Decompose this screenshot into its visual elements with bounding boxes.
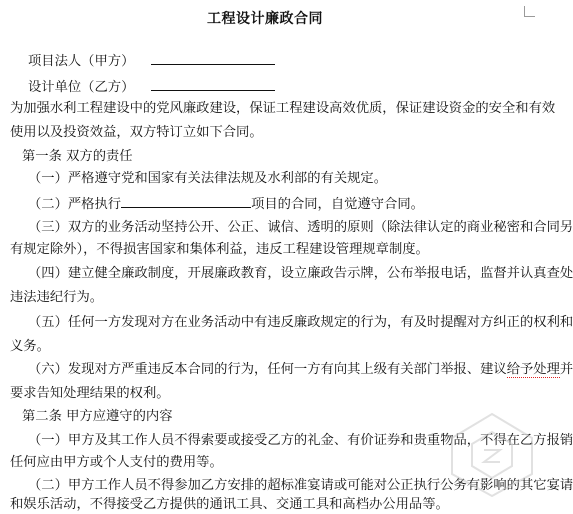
project-name-blank xyxy=(121,195,251,208)
article-1-heading: 第一条 双方的责任 xyxy=(22,149,133,164)
article-1-item-2-end: 项目的合同，自觉遵守合同。 xyxy=(251,197,424,212)
article-1-item-3-line-2: 有规定除外），不得损害国家和集体利益，违反工程建设管理规章制度。 xyxy=(10,242,429,257)
article-2-item-2-line-1: （二）甲方工作人员不得参加乙方安排的超标准宴请或可能对公正执行公务有影响的其它宴请 xyxy=(28,478,573,493)
zhulong-watermark-icon xyxy=(432,404,552,504)
article-1-item-6-tail: 并 xyxy=(559,362,573,377)
article-2-heading: 第二条 甲方应遵守的内容 xyxy=(22,409,173,424)
party-b-label: 设计单位（乙方） xyxy=(28,80,135,95)
article-2-item-1-line-1: （一）甲方及其工作人员不得索要或接受乙方的礼金、有价证券和贵重物品，不得在乙方报销 xyxy=(28,433,573,448)
article-2-item-1-line-2: 任何应由甲方或个人支付的费用等。 xyxy=(10,455,223,470)
intro-line-2: 使用以及投资效益，双方特订立如下合同。 xyxy=(10,125,263,140)
article-1-item-6-line-2: 要求告知处理结果的权利。 xyxy=(10,386,170,401)
document-title: 工程设计廉政合同 xyxy=(207,11,323,27)
article-1-item-3-line-1: （三）双方的业务活动坚持公开、公正、诚信、透明的原则（除法律认定的商业秘密和合同另 xyxy=(28,220,573,235)
spellcheck-flagged-text: 给予处理 xyxy=(506,362,560,377)
article-2-item-2-line-2: 和娱乐活动，不得接受乙方提供的通讯工具、交通工具和高档办公用品等。 xyxy=(10,497,449,512)
intro-line-1: 为加强水利工程建设中的党风廉政建设，保证工程建设高效优质，保证建设资金的安全和有效 xyxy=(10,101,556,116)
party-a-label: 项目法人（甲方） xyxy=(28,54,135,69)
article-1-item-6-text: （六）发现对方严重违反本合同的行为，任何一方有向其上级有关部门举报、建议 xyxy=(28,362,507,377)
article-1-item-5-line-2: 义务。 xyxy=(10,339,50,354)
article-1-item-6-line-1 xyxy=(28,361,573,379)
party-b-blank xyxy=(151,78,275,91)
party-a-field xyxy=(28,52,275,71)
article-1-item-2-start: （二）严格执行 xyxy=(28,197,122,212)
article-1-item-4-line-1: （四）建立健全廉政制度，开展廉政教育，设立廉政告示牌，公布举报电话，监督并认真查处 xyxy=(28,266,573,281)
article-1-item-1: （一）严格遵守党和国家有关法律法规及水利部的有关规定。 xyxy=(28,171,388,186)
article-1-item-5-line-1: （五）任何一方发现对方在业务活动中有违反廉政规定的行为，有及时提醒对方纠正的权利和 xyxy=(28,315,573,330)
party-a-blank xyxy=(151,52,275,65)
article-1-item-4-line-2: 违法违纪行为。 xyxy=(10,290,104,305)
party-b-field xyxy=(28,78,275,97)
article-1-item-2 xyxy=(28,195,424,214)
